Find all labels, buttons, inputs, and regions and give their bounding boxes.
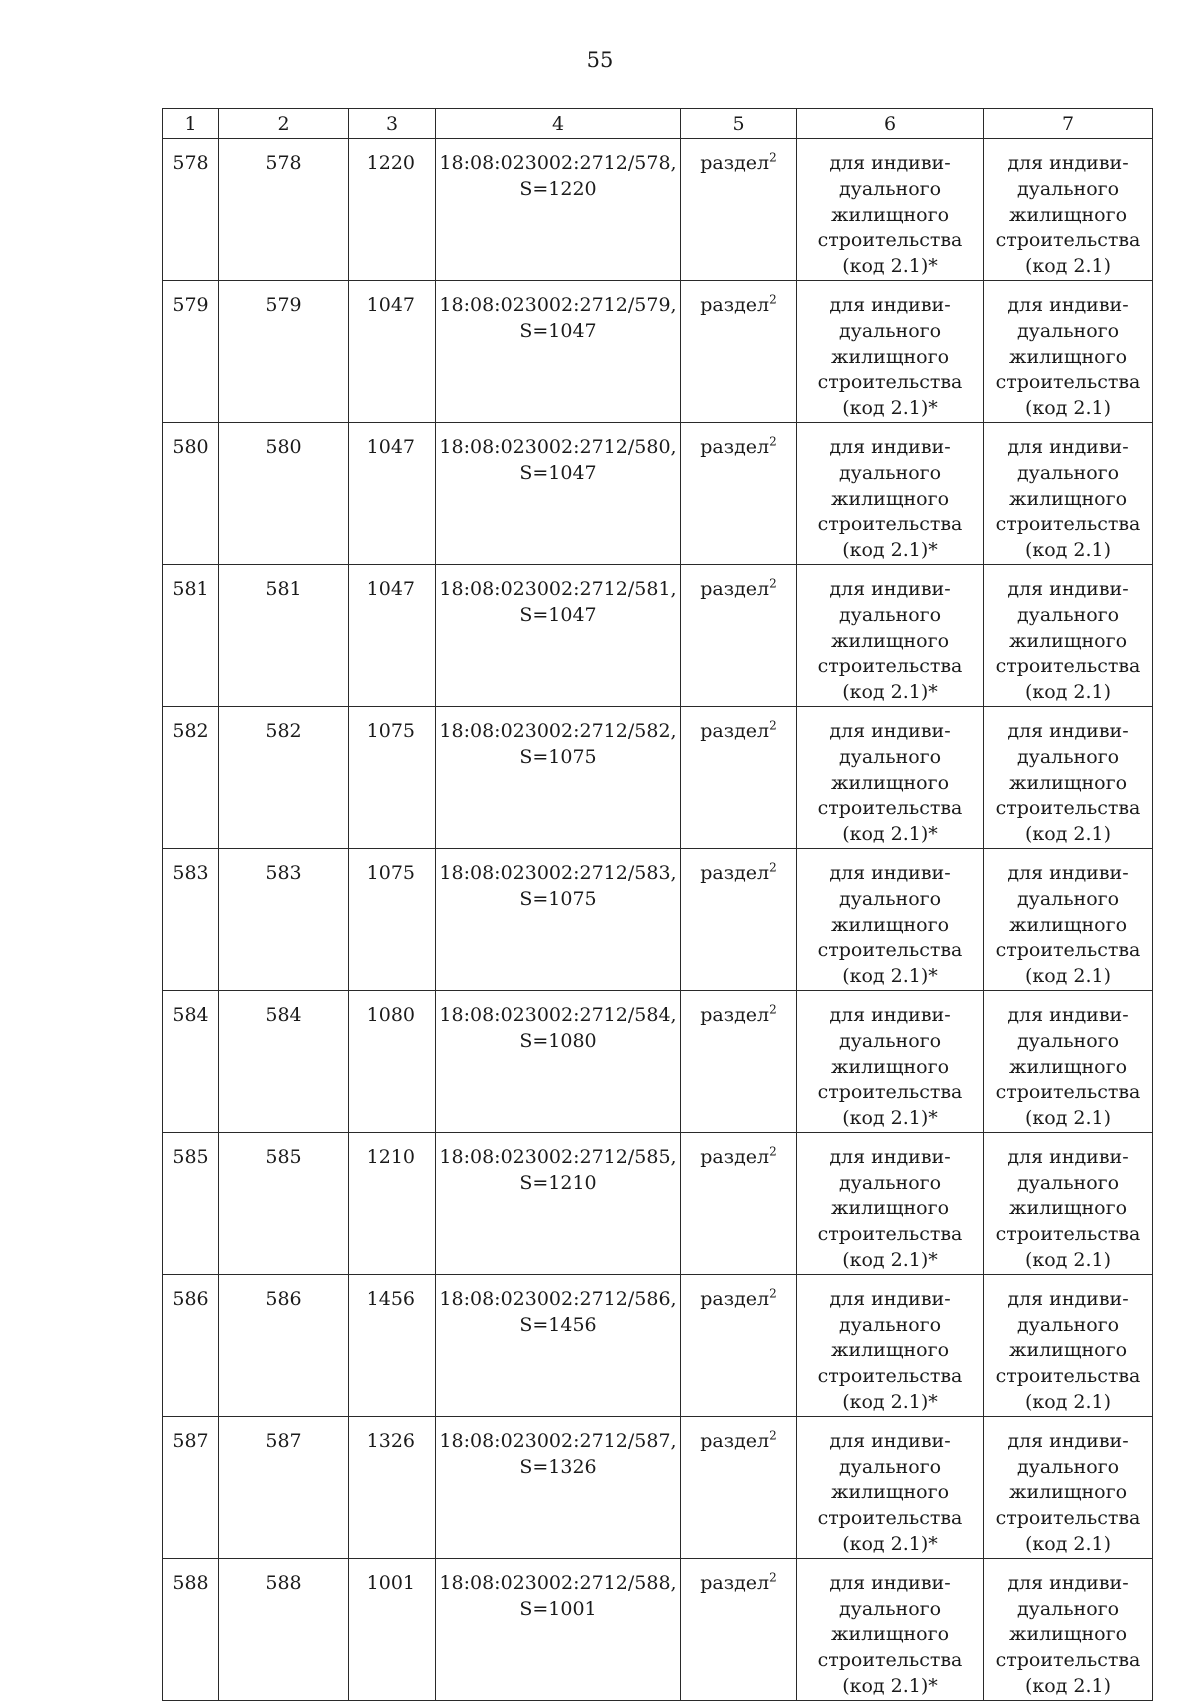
row-number-cell: 582 <box>163 706 219 848</box>
plot-number-cell: 584 <box>219 990 349 1132</box>
permitted-use-line: (код 2.1)* <box>842 965 938 988</box>
plot-number-cell: 582 <box>219 706 349 848</box>
plot-number-cell: 585 <box>219 1132 349 1274</box>
column-header: 5 <box>681 109 797 139</box>
permitted-use-line: для индиви- <box>829 435 951 458</box>
formation-type-cell <box>681 139 797 281</box>
permitted-use-cell <box>797 1558 984 1700</box>
permitted-use-line: для индиви- <box>1007 293 1129 316</box>
permitted-use-line: дуального <box>838 1171 942 1194</box>
cadastral-cell <box>436 990 681 1132</box>
row-number-cell: 581 <box>163 564 219 706</box>
permitted-use-line: для индиви- <box>829 719 951 742</box>
formation-type-cell <box>681 1274 797 1416</box>
permitted-use-cell <box>797 280 984 422</box>
permitted-use-line: дуального <box>1016 1029 1120 1052</box>
permitted-use-line: (код 2.1)* <box>842 1675 938 1698</box>
plot-area-label: S=1456 <box>519 1313 597 1336</box>
area-cell: 1210 <box>349 1132 436 1274</box>
plot-area-label: S=1047 <box>519 603 597 626</box>
permitted-use-line: (код 2.1) <box>1024 1249 1112 1272</box>
permitted-use-line: для индиви- <box>1007 861 1129 884</box>
permitted-use-line: дуального <box>1016 603 1120 626</box>
permitted-use-line: строительства <box>995 1081 1141 1104</box>
cadastral-number: 18:08:023002:2712/588, <box>439 1571 677 1594</box>
permitted-use-line: дуального <box>1016 177 1120 200</box>
permitted-use-line: для индиви- <box>829 861 951 884</box>
footnote-mark: 2 <box>769 1002 777 1017</box>
permitted-use-line: (код 2.1) <box>1024 1107 1112 1130</box>
footnote-mark: 2 <box>769 718 777 733</box>
permitted-use-line: жилищного <box>830 1055 950 1078</box>
permitted-use-line: (код 2.1)* <box>842 397 938 420</box>
plot-number-cell: 588 <box>219 1558 349 1700</box>
plot-number-cell: 586 <box>219 1274 349 1416</box>
table-row <box>163 422 1153 564</box>
row-number-cell: 586 <box>163 1274 219 1416</box>
permitted-use-line: дуального <box>1016 319 1120 342</box>
row-number-cell: 584 <box>163 990 219 1132</box>
footnote-mark: 2 <box>769 860 777 875</box>
permitted-use-cell <box>797 848 984 990</box>
column-header: 3 <box>349 109 436 139</box>
permitted-use-cell <box>797 1274 984 1416</box>
permitted-use-line: (код 2.1) <box>1024 965 1112 988</box>
permitted-use-line: строительства <box>817 1507 963 1530</box>
table-row <box>163 564 1153 706</box>
permitted-use-line: дуального <box>838 1597 942 1620</box>
table-row <box>163 848 1153 990</box>
permitted-use-cell <box>984 422 1153 564</box>
permitted-use-line: дуального <box>838 1455 942 1478</box>
permitted-use-line: жилищного <box>1008 1623 1128 1646</box>
permitted-use-line: строительства <box>995 939 1141 962</box>
permitted-use-line: жилищного <box>830 203 950 226</box>
footnote-mark: 2 <box>769 1428 777 1443</box>
permitted-use-line: для индиви- <box>829 1145 951 1168</box>
permitted-use-line: дуального <box>838 177 942 200</box>
permitted-use-cell <box>984 1132 1153 1274</box>
cadastral-number: 18:08:023002:2712/580, <box>439 435 677 458</box>
formation-type: раздел <box>700 435 770 458</box>
cadastral-cell <box>436 1274 681 1416</box>
permitted-use-cell <box>984 990 1153 1132</box>
area-cell: 1047 <box>349 280 436 422</box>
permitted-use-cell <box>984 139 1153 281</box>
plot-area-label: S=1047 <box>519 319 597 342</box>
permitted-use-line: строительства <box>995 797 1141 820</box>
permitted-use-line: строительства <box>817 797 963 820</box>
permitted-use-line: (код 2.1)* <box>842 823 938 846</box>
plot-number-cell: 581 <box>219 564 349 706</box>
permitted-use-line: жилищного <box>1008 1055 1128 1078</box>
formation-type-cell <box>681 1558 797 1700</box>
formation-type-cell <box>681 564 797 706</box>
column-header: 1 <box>163 109 219 139</box>
permitted-use-line: для индиви- <box>829 577 951 600</box>
permitted-use-line: жилищного <box>1008 487 1128 510</box>
table-row <box>163 706 1153 848</box>
land-plots-table <box>162 108 1153 1701</box>
permitted-use-line: для индиви- <box>1007 1287 1129 1310</box>
permitted-use-line: для индиви- <box>1007 435 1129 458</box>
area-cell: 1047 <box>349 422 436 564</box>
permitted-use-line: строительства <box>817 371 963 394</box>
permitted-use-line: для индиви- <box>1007 1571 1129 1594</box>
plot-area-label: S=1326 <box>519 1455 597 1478</box>
permitted-use-line: жилищного <box>830 629 950 652</box>
plot-area-label: S=1210 <box>519 1171 597 1194</box>
permitted-use-line: дуального <box>1016 1597 1120 1620</box>
permitted-use-line: для индиви- <box>829 1429 951 1452</box>
permitted-use-line: строительства <box>995 1507 1141 1530</box>
permitted-use-line: дуального <box>838 1029 942 1052</box>
permitted-use-line: строительства <box>817 1649 963 1672</box>
permitted-use-cell <box>984 280 1153 422</box>
formation-type: раздел <box>700 293 770 316</box>
permitted-use-line: жилищного <box>830 913 950 936</box>
permitted-use-cell <box>984 1274 1153 1416</box>
permitted-use-line: дуального <box>838 603 942 626</box>
permitted-use-cell <box>797 422 984 564</box>
plot-number-cell: 583 <box>219 848 349 990</box>
permitted-use-line: для индиви- <box>1007 152 1129 174</box>
permitted-use-line: (код 2.1)* <box>842 681 938 704</box>
plot-number-cell: 579 <box>219 280 349 422</box>
plot-number-cell: 580 <box>219 422 349 564</box>
permitted-use-cell <box>797 564 984 706</box>
cadastral-cell <box>436 848 681 990</box>
footnote-mark: 2 <box>769 576 777 591</box>
formation-type: раздел <box>700 719 770 742</box>
permitted-use-line: (код 2.1)* <box>842 255 938 278</box>
permitted-use-line: (код 2.1)* <box>842 539 938 562</box>
table-row <box>163 139 1153 281</box>
plot-number-cell: 578 <box>219 139 349 281</box>
area-cell: 1075 <box>349 706 436 848</box>
plot-area-label: S=1001 <box>519 1597 597 1620</box>
permitted-use-line: строительства <box>995 229 1141 252</box>
permitted-use-line: (код 2.1) <box>1024 539 1112 562</box>
cadastral-number: 18:08:023002:2712/583, <box>439 861 677 884</box>
permitted-use-line: для индиви- <box>829 1003 951 1026</box>
footnote-mark: 2 <box>769 1570 777 1585</box>
permitted-use-line: (код 2.1) <box>1024 1391 1112 1414</box>
permitted-use-line: строительства <box>817 1365 963 1388</box>
permitted-use-line: для индиви- <box>829 1287 951 1310</box>
column-header: 2 <box>219 109 349 139</box>
permitted-use-line: строительства <box>995 513 1141 536</box>
cadastral-cell <box>436 422 681 564</box>
permitted-use-line: (код 2.1)* <box>842 1533 938 1556</box>
permitted-use-line: (код 2.1)* <box>842 1391 938 1414</box>
permitted-use-line: (код 2.1) <box>1024 397 1112 420</box>
cadastral-cell <box>436 139 681 281</box>
formation-type: раздел <box>700 152 770 174</box>
plot-area-label: S=1075 <box>519 745 597 768</box>
row-number-cell: 578 <box>163 139 219 281</box>
permitted-use-line: жилищного <box>830 771 950 794</box>
row-number-cell: 583 <box>163 848 219 990</box>
plot-area-label: S=1220 <box>519 177 597 200</box>
permitted-use-cell <box>797 990 984 1132</box>
permitted-use-line: дуального <box>1016 1313 1120 1336</box>
area-cell: 1456 <box>349 1274 436 1416</box>
cadastral-number: 18:08:023002:2712/587, <box>439 1429 677 1452</box>
permitted-use-line: (код 2.1) <box>1024 1533 1112 1556</box>
formation-type: раздел <box>700 1287 770 1310</box>
formation-type-cell <box>681 1132 797 1274</box>
permitted-use-line: жилищного <box>1008 1481 1128 1504</box>
cadastral-number: 18:08:023002:2712/581, <box>439 577 677 600</box>
cadastral-cell <box>436 280 681 422</box>
cadastral-cell <box>436 1132 681 1274</box>
row-number-cell: 579 <box>163 280 219 422</box>
column-header: 7 <box>984 109 1153 139</box>
permitted-use-line: (код 2.1)* <box>842 1249 938 1272</box>
permitted-use-line: (код 2.1) <box>1024 255 1112 278</box>
permitted-use-line: для индиви- <box>1007 1145 1129 1168</box>
permitted-use-line: жилищного <box>830 1623 950 1646</box>
permitted-use-line: для индиви- <box>829 152 951 174</box>
permitted-use-line: жилищного <box>830 1481 950 1504</box>
permitted-use-cell <box>984 564 1153 706</box>
permitted-use-line: жилищного <box>1008 203 1128 226</box>
permitted-use-line: жилищного <box>1008 345 1128 368</box>
permitted-use-line: строительства <box>817 655 963 678</box>
formation-type-cell <box>681 422 797 564</box>
permitted-use-line: жилищного <box>1008 629 1128 652</box>
row-number-cell: 587 <box>163 1416 219 1558</box>
formation-type-cell <box>681 706 797 848</box>
formation-type: раздел <box>700 577 770 600</box>
permitted-use-line: строительства <box>995 1223 1141 1246</box>
table-row <box>163 1416 1153 1558</box>
footnote-mark: 2 <box>769 150 777 165</box>
formation-type-cell <box>681 1416 797 1558</box>
permitted-use-line: для индиви- <box>829 1571 951 1594</box>
table-row <box>163 990 1153 1132</box>
permitted-use-line: дуального <box>1016 1171 1120 1194</box>
permitted-use-cell <box>797 706 984 848</box>
permitted-use-line: (код 2.1)* <box>842 1107 938 1130</box>
row-number-cell: 588 <box>163 1558 219 1700</box>
permitted-use-line: дуального <box>838 745 942 768</box>
permitted-use-line: строительства <box>995 655 1141 678</box>
formation-type: раздел <box>700 1145 770 1168</box>
table-body <box>163 139 1153 1701</box>
permitted-use-cell <box>984 706 1153 848</box>
permitted-use-line: жилищного <box>830 1197 950 1220</box>
permitted-use-cell <box>984 1416 1153 1558</box>
permitted-use-line: дуального <box>1016 1455 1120 1478</box>
formation-type: раздел <box>700 861 770 884</box>
permitted-use-line: дуального <box>838 1313 942 1336</box>
permitted-use-line: для индиви- <box>1007 719 1129 742</box>
table-row <box>163 280 1153 422</box>
table-row <box>163 1274 1153 1416</box>
area-cell: 1047 <box>349 564 436 706</box>
cadastral-number: 18:08:023002:2712/586, <box>439 1287 677 1310</box>
permitted-use-cell <box>797 139 984 281</box>
table-header-row <box>163 109 1153 139</box>
cadastral-number: 18:08:023002:2712/584, <box>439 1003 677 1026</box>
cadastral-cell <box>436 1416 681 1558</box>
permitted-use-line: строительства <box>817 1081 963 1104</box>
cadastral-number: 18:08:023002:2712/579, <box>439 293 677 316</box>
permitted-use-line: дуального <box>838 461 942 484</box>
permitted-use-line: для индиви- <box>829 293 951 316</box>
plot-number-cell: 587 <box>219 1416 349 1558</box>
formation-type-cell <box>681 280 797 422</box>
row-number-cell: 580 <box>163 422 219 564</box>
cadastral-number: 18:08:023002:2712/585, <box>439 1145 677 1168</box>
permitted-use-line: строительства <box>995 371 1141 394</box>
formation-type: раздел <box>700 1003 770 1026</box>
plot-area-label: S=1047 <box>519 461 597 484</box>
footnote-mark: 2 <box>769 434 777 449</box>
table-row <box>163 1132 1153 1274</box>
formation-type-cell <box>681 848 797 990</box>
permitted-use-line: строительства <box>817 229 963 252</box>
plot-area-label: S=1080 <box>519 1029 597 1052</box>
permitted-use-line: для индиви- <box>1007 1429 1129 1452</box>
permitted-use-line: строительства <box>995 1649 1141 1672</box>
permitted-use-line: жилищного <box>1008 913 1128 936</box>
permitted-use-cell <box>797 1132 984 1274</box>
formation-type: раздел <box>700 1429 770 1452</box>
permitted-use-line: дуального <box>838 887 942 910</box>
permitted-use-line: дуального <box>1016 887 1120 910</box>
permitted-use-line: строительства <box>995 1365 1141 1388</box>
permitted-use-line: строительства <box>817 1223 963 1246</box>
permitted-use-line: дуального <box>1016 461 1120 484</box>
footnote-mark: 2 <box>769 1286 777 1301</box>
cadastral-number: 18:08:023002:2712/578, <box>439 152 677 174</box>
permitted-use-line: (код 2.1) <box>1024 681 1112 704</box>
permitted-use-line: для индиви- <box>1007 1003 1129 1026</box>
permitted-use-line: строительства <box>817 513 963 536</box>
plot-area-label: S=1075 <box>519 887 597 910</box>
permitted-use-cell <box>984 848 1153 990</box>
permitted-use-line: (код 2.1) <box>1024 823 1112 846</box>
permitted-use-line: строительства <box>817 939 963 962</box>
cadastral-number: 18:08:023002:2712/582, <box>439 719 677 742</box>
permitted-use-line: жилищного <box>1008 1197 1128 1220</box>
permitted-use-line: (код 2.1) <box>1024 1675 1112 1698</box>
page-number: 55 <box>586 48 614 72</box>
formation-type-cell <box>681 990 797 1132</box>
permitted-use-cell <box>984 1558 1153 1700</box>
permitted-use-line: жилищного <box>830 1339 950 1362</box>
cadastral-cell <box>436 564 681 706</box>
row-number-cell: 585 <box>163 1132 219 1274</box>
permitted-use-line: жилищного <box>830 345 950 368</box>
cadastral-cell <box>436 706 681 848</box>
area-cell: 1001 <box>349 1558 436 1700</box>
footnote-mark: 2 <box>769 292 777 307</box>
permitted-use-line: дуального <box>1016 745 1120 768</box>
area-cell: 1220 <box>349 139 436 281</box>
permitted-use-line: жилищного <box>1008 1339 1128 1362</box>
area-cell: 1075 <box>349 848 436 990</box>
permitted-use-line: жилищного <box>1008 771 1128 794</box>
area-cell: 1326 <box>349 1416 436 1558</box>
formation-type: раздел <box>700 1571 770 1594</box>
permitted-use-cell <box>797 1416 984 1558</box>
permitted-use-line: для индиви- <box>1007 577 1129 600</box>
area-cell: 1080 <box>349 990 436 1132</box>
footnote-mark: 2 <box>769 1144 777 1159</box>
cadastral-cell <box>436 1558 681 1700</box>
column-header: 6 <box>797 109 984 139</box>
permitted-use-line: жилищного <box>830 487 950 510</box>
table-row <box>163 1558 1153 1700</box>
permitted-use-line: дуального <box>838 319 942 342</box>
column-header: 4 <box>436 109 681 139</box>
